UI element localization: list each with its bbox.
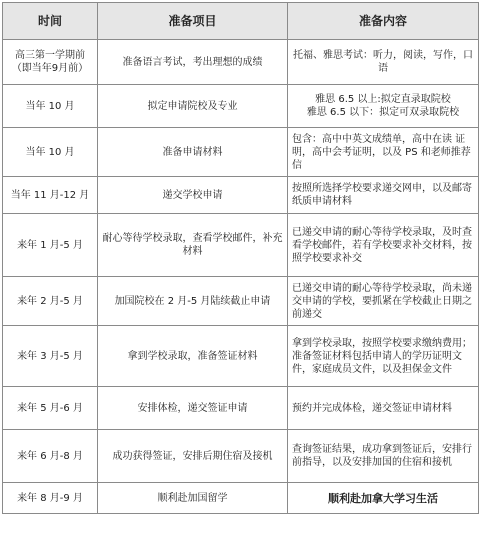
item-cell: 加国院校在 2 月-5 月陆续截止申请 <box>98 277 288 326</box>
content-cell: 已递交申请的耐心等待学校录取，尚未递交申请的学校，要抓紧在学校截止日期之前递交 <box>288 277 479 326</box>
table-row <box>3 214 479 277</box>
content-cell: 查询签证结果，成功拿到签证后，安排行前指导，以及安排加国的住宿和接机 <box>288 430 479 483</box>
content-cell: 按照所选择学校要求递交网申，以及邮寄纸质申请材料 <box>288 177 479 214</box>
table-row <box>3 177 479 214</box>
time-cell: 当年 10 月 <box>3 128 98 177</box>
schedule-table <box>2 2 479 514</box>
item-cell: 顺利赴加国留学 <box>98 483 288 514</box>
header-content: 准备内容 <box>288 3 479 40</box>
header-time: 时间 <box>3 3 98 40</box>
time-cell: 来年 5 月-6 月 <box>3 387 98 430</box>
header-item: 准备项目 <box>98 3 288 40</box>
content-cell: 雅思 6.5 以上:拟定直录取院校 雅思 6.5 以下：拟定可双录取院校 <box>288 85 479 128</box>
table-row <box>3 128 479 177</box>
time-cell: 当年 10 月 <box>3 85 98 128</box>
time-cell: 高三第一学期前 （即当年9月前） <box>3 40 98 85</box>
content-cell: 预约并完成体检，递交签证申请材料 <box>288 387 479 430</box>
table-row <box>3 277 479 326</box>
item-cell: 递交学校申请 <box>98 177 288 214</box>
time-cell: 当年 11 月-12 月 <box>3 177 98 214</box>
item-cell: 准备语言考试，考出理想的成绩 <box>98 40 288 85</box>
item-cell: 安排体检，递交签证申请 <box>98 387 288 430</box>
time-cell: 来年 3 月-5 月 <box>3 326 98 387</box>
item-cell: 拟定申请院校及专业 <box>98 85 288 128</box>
time-cell: 来年 1 月-5 月 <box>3 214 98 277</box>
content-cell: 托福、雅思考试：听力，阅读，写作，口语 <box>288 40 479 85</box>
time-cell: 来年 8 月-9 月 <box>3 483 98 514</box>
table-row <box>3 387 479 430</box>
table-row <box>3 430 479 483</box>
item-cell: 成功获得签证，安排后期住宿及接机 <box>98 430 288 483</box>
content-cell: 已递交申请的耐心等待学校录取，及时查看学校邮件，若有学校要求补交材料，按照学校要求补交 <box>288 214 479 277</box>
table-row <box>3 483 479 514</box>
table-row <box>3 326 479 387</box>
content-cell: 顺利赴加拿大学习生活 <box>288 483 479 514</box>
table-row <box>3 85 479 128</box>
content-cell: 包含：高中中英文成绩单，高中在读 证明，高中会考证明，以及 PS 和老师推荐信 <box>288 128 479 177</box>
table-row <box>3 40 479 85</box>
item-cell: 准备申请材料 <box>98 128 288 177</box>
time-cell: 来年 6 月-8 月 <box>3 430 98 483</box>
content-cell: 拿到学校录取，按照学校要求缴纳费用；准备签证材料包括申请人的学历证明文件，家庭成员文件，以及担保金文件 <box>288 326 479 387</box>
header-row <box>3 3 479 40</box>
item-cell: 耐心等待学校录取，查看学校邮件，补充材料 <box>98 214 288 277</box>
time-cell: 来年 2 月-5 月 <box>3 277 98 326</box>
item-cell: 拿到学校录取，准备签证材料 <box>98 326 288 387</box>
